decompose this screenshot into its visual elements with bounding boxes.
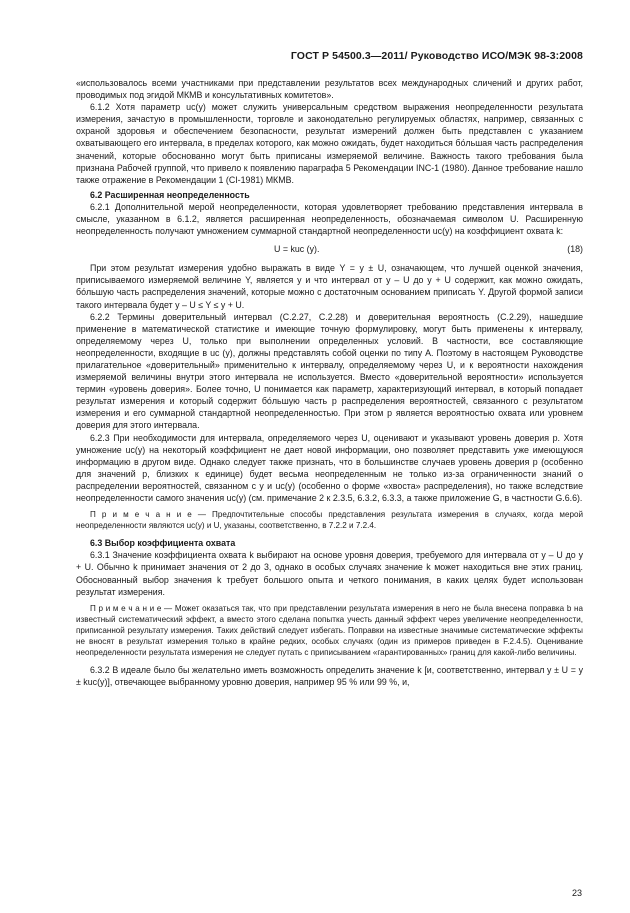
page-header: ГОСТ Р 54500.3—2011/ Руководство ИСО/МЭК 98-3:2008: [290, 50, 583, 62]
section-heading: 6.3 Выбор коэффициента охвата: [90, 538, 236, 549]
formula-number: (18): [567, 244, 583, 255]
formula-expression: U = kuc (y).: [274, 244, 320, 255]
body-paragraph: 6.3.2 В идеале было бы желательно иметь возможность определить значение k [и, соответственно, интервал y ± U = y ± kuc(y)], отвечающее выбранному уровню доверия, например 95 % или 99 %, и,: [76, 665, 583, 688]
note-paragraph: П р и м е ч а н и е — Предпочтительные способы представления результата измерения в случаях, когда мерой неопределенности являются uc(y) и U, указаны, соответственно, в 7.2.2 и 7.2.4.: [76, 510, 583, 531]
formula-line: [76, 243, 583, 256]
body-paragraph: 6.2.1 Дополнительной мерой неопределенности, которая удовлетворяет требованию представления интервала в смысле, указанном в 6.1.2, является расширенная неопределенность, обозначаемая символом U. Расширенную неопределенность получают умножением суммарной стандартной неопределенности uc(y) на коэффициент охвата k:: [76, 201, 583, 237]
body-paragraph: 6.1.2 Хотя параметр uc(y) может служить универсальным средством выражения неопределенности результата измерения, зачастую в промышленности, торговле и законодательно регулируемых областях, например, связанных с охраной здоровья и обеспечением безопасности, результат измерений должен быть представлен с указанием охватывающего его интервала, в пределах которого, как можно ожидать, будет находиться бо́льшая часть распределения значений, которые обоснованно могут быть приписаны измеряемой величине. Важность такого требования была признана Рабочей группой, что привело к появлению параграфа 5 Рекомендации INC-1 (1980). Данное требование нашло также отражение в Рекомендации 1 (CI-1981) МКМВ.: [76, 102, 583, 185]
body-paragraph: При этом результат измерения удобно выражать в виде Y = y ± U, означающем, что лучшей оценкой значения, приписываемого измеряемой величине Y, является y и что интервал от y – U до y + U содержит, как можно ожидать, бо́льшую часть распределения значений, которые можно с достаточным основанием приписать Y. Другой формой записи такого интервала будет y – U ≤ Y ≤ y + U.: [76, 263, 583, 310]
note-paragraph: П р и м е ч а н и е — Может оказаться так, что при представлении результата измерения в него не была внесена поправка b на известный систематический эффект, а вместо этого сделана попытка учесть данный эффект через увеличение неопределенности, приписанной результату измерения. Таких действий следует избегать. Поправки на известные значимые систематические эффекты не вносят в результат измерения только в крайне редких, особых случаях (один из примеров приведен в F.2.4.5). Оценивание неопределенности результата измерения не следует путать с приписыванием «гарантированных» границ для какой-либо величины.: [76, 603, 583, 658]
document-body: [76, 77, 583, 688]
section-heading: 6.2 Расширенная неопределенность: [90, 189, 250, 200]
body-paragraph: 6.3.1 Значение коэффициента охвата k выбирают на основе уровня доверия, требуемого для интервала от y – U до y + U. Обычно k принимает значения от 2 до 3, однако в особых случаях значение k может находиться вне этих границ. Обоснованный выбор значения k требует большого опыта и четкого понимания, в каких целях будет использован результат измерения.: [76, 550, 583, 597]
body-paragraph: «использовалось всеми участниками при представлении результатов всех международных сличений и других работ, проводимых под эгидой МКМВ и консультативных комитетов».: [76, 78, 583, 101]
body-paragraph: 6.2.2 Термины доверительный интервал (C.2.27, C.2.28) и доверительная вероятность (C.2.29), нашедшие применение в математической статистике и имеющие точную формулировку, могут быть применены к интервалу, определяемому через U, только при выполнении определенных условий. В частности, все составляющие неопределенности, входящие в uc (y), должны представлять собой оценки по типу А. Поэтому в настоящем Руководстве прилагательное «доверительный» применительно к интервалу, определяемому через U, и к вероятности нахождения измеряемой величины внутри этого интервала не используется. Вместо «доверительной вероятности» используется термин «уровень доверия». Более точно, U понимается как параметр, характеризующий интервал, в который попадает результат измерения и который содержит бо́льшую часть p распределения вероятностей, связанного с результатом измерения и его суммарной стандартной неопределенностью. При этом p является вероятностью охвата или уровнем доверия для этого интервала.: [76, 311, 583, 431]
page-number: 23: [571, 888, 582, 898]
body-paragraph: 6.2.3 При необходимости для интервала, определяемого через U, оценивают и указывают уровень доверия p. Хотя умножение uc(y) на некоторый коэффициент не дает новой информации, оно позволяет представить уже имеющуюся информацию в другом виде. Однако следует также признать, что в большинстве случаев уровень доверия p (особенно для значений p, близких к единице) будет весьма неопределенным не только из-за ограниченности знаний о распределении вероятностей, связанном с y и uc(y) (особенно о форме «хвоста» распределения), но также вследствие неопределенности самого значения uc(y) (см. примечание 2 к 2.3.5, 6.3.2, 6.3.3, а также приложение G, в частности G.6.6).: [76, 432, 583, 503]
